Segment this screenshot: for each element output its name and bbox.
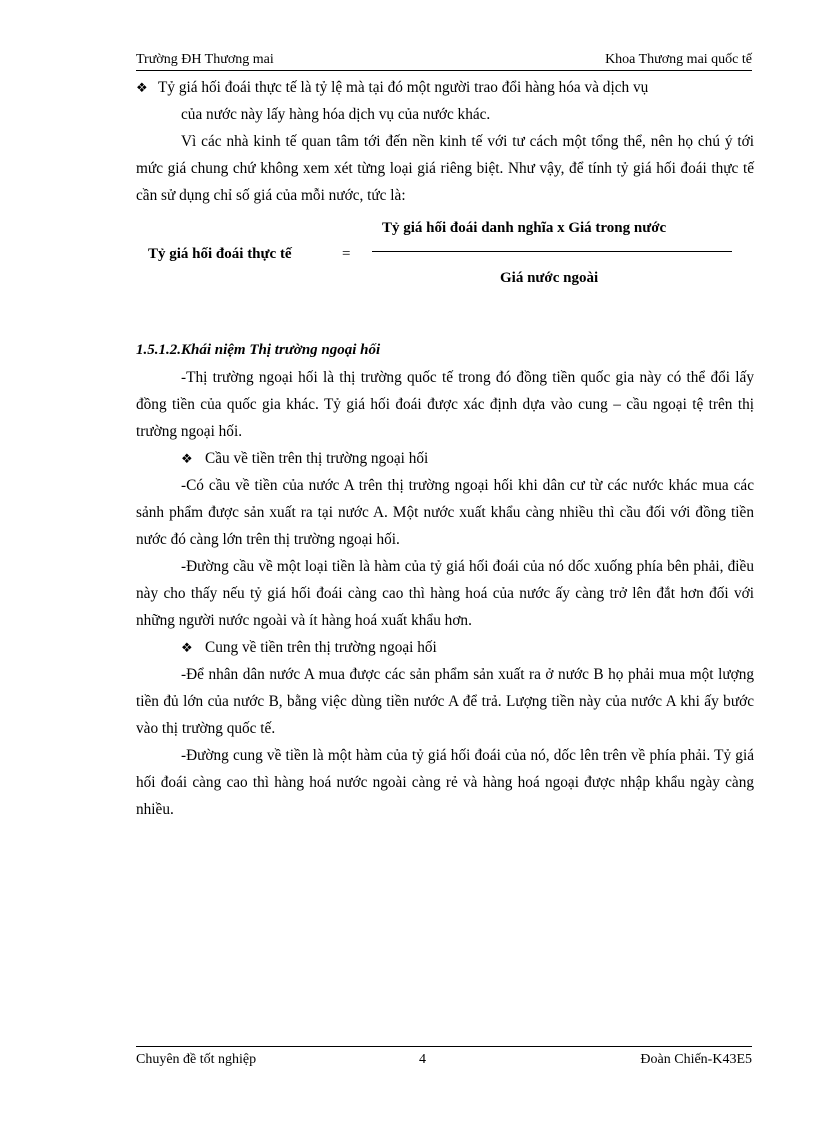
supply-paragraph-2: -Đường cung về tiền là một hàm của tỷ giá hối đoái của nó, dốc lên trên về phía phải. Tỷ giá hối đoái càng cao thì hàng hoá nước ngoài càng rẻ và hàng hoá ngoại được nhập khẩu ngày càng nhiều. (136, 747, 754, 818)
supply-paragraph-1: -Để nhân dân nước A mua được các sản phẩm sản xuất ra ở nước B họ phải mua một lượng tiền đủ lớn của nước B, bằng việc dùng tiền nước A để trả. Lượng tiền này của nước A khi ấy bước vào thị trường quốc tế. (136, 666, 754, 737)
formula-numerator: Tỷ giá hối đoái danh nghĩa x Giá trong nước (382, 220, 667, 236)
footer-doc-type: Chuyên đề tốt nghiệp (136, 1052, 257, 1067)
header-faculty: Khoa Thương mai quốc tế (605, 52, 752, 67)
page-header (136, 52, 752, 71)
real-exchange-rate-definition-cont: của nước này lấy hàng hóa dịch vụ của nước khác. (181, 106, 491, 123)
formula-denominator: Giá nước ngoài (500, 270, 599, 286)
four-diamond-star-icon: ❖ (181, 640, 193, 655)
four-diamond-star-icon: ❖ (181, 451, 193, 466)
bullet-supply-text: Cung về tiền trên thị trường ngoại hối (205, 639, 437, 656)
forex-market-definition: -Thị trường ngoại hối là thị trường quốc tế trong đó đồng tiền quốc gia này có thể đổi lấy đồng tiền của quốc gia khác. Tỷ giá hối đoái được xác định dựa vào cung – cầu ngoại tệ trên thị trường ngoại hối. (136, 369, 754, 440)
header-school: Trường ĐH Thương mai (136, 52, 274, 67)
four-diamond-star-icon: ❖ (136, 80, 148, 95)
footer-author: Đoàn Chiến-K43E5 (640, 1052, 752, 1067)
page-footer (136, 1046, 752, 1071)
demand-paragraph-1: -Có cầu về tiền của nước A trên thị trường ngoại hối khi dân cư từ các nước khác mua các sảnh phẩm được sản xuất ra tại nước A. Một nước xuất khẩu càng nhiều thì cầu đối với đồng tiền nước đó càng lớn trên thị trường ngoại hối. (136, 477, 754, 548)
real-exchange-rate-definition: ❖ Tỷ giá hối đoái thực tế là tỷ lệ mà tại đó một người trao đổi hàng hóa và dịch vụ (136, 74, 754, 101)
formula-left-side: Tỷ giá hối đoái thực tế (148, 246, 292, 262)
bullet-demand-text: Cầu về tiền trên thị trường ngoại hối (205, 450, 429, 467)
bullet-demand (136, 445, 754, 472)
real-exchange-rate-formula (136, 215, 754, 325)
fraction-bar (372, 251, 732, 252)
section-heading: 1.5.1.2.Khái niệm Thị trường ngoại hối (136, 342, 381, 358)
page-body (136, 74, 754, 823)
price-level-paragraph: Vì các nhà kinh tế quan tâm tới đến nền kinh tế với tư cách một tổng thể, nên họ chú ý tới mức giá chung chứ không xem xét từng loại giá riêng biệt. Như vậy, để tính tỷ giá hối đoái thực tế cần sử dụng chỉ số giá của mỗi nước, tức là: (136, 133, 754, 204)
formula-equals: = (342, 246, 351, 262)
demand-paragraph-2: -Đường cầu về một loại tiền là hàm của tỷ giá hối đoái của nó dốc xuống phía bên phải, điều này cho thấy nếu tỷ giá hối đoái càng cao thì hàng hoá của nước ấy càng trở lên đắt hơn đối với những người nước ngoài và ít hàng hoá xuất khẩu hơn. (136, 558, 754, 629)
page-number: 4 (419, 1052, 426, 1067)
bullet-supply (136, 634, 754, 661)
